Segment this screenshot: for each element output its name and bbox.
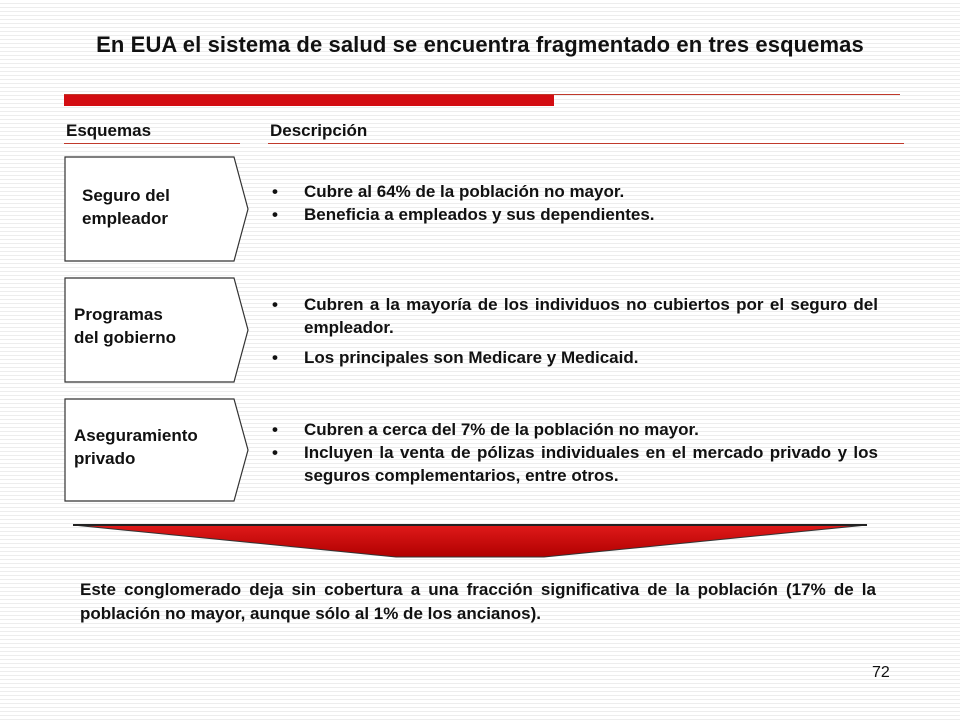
scheme-box-government [64,277,250,383]
slide-title: En EUA el sistema de salud se encuentra fragmentado en tres esquemas [96,32,864,57]
bullet-item: • Cubren a la mayoría de los individuos no cubiertos por el seguro del empleador. [272,295,878,337]
funnel-arrow-shape [72,522,868,560]
bullet-item: • Incluyen la venta de pólizas individuales en el mercado privado y los seguros complementarios, entre otros. [272,443,878,485]
column-underline-description [268,143,904,144]
scheme-box-employer [64,156,250,262]
scheme-label: Seguro del empleador [82,186,170,228]
bullet-item: • Cubren a cerca del 7% de la población no mayor. [272,420,699,439]
bullet-item: • Beneficia a empleados y sus dependientes. [272,205,655,224]
scheme-bullets-employer [272,180,878,226]
scheme-bullets-private [272,418,878,487]
scheme-label: Programas del gobierno [74,305,176,347]
column-header-schemes: Esquemas [66,121,152,140]
column-underline-schemes [64,143,240,144]
scheme-bullets-government [272,293,878,369]
bullet-item: • Cubre al 64% de la población no mayor. [272,182,625,201]
bullet-item: • Los principales son Medicare y Medicaid. [272,348,639,367]
page-number: 72 [872,664,890,681]
scheme-label: Aseguramiento privado [74,426,198,468]
header-accent-bar [64,95,554,106]
conclusion-text: Este conglomerado deja sin cobertura a una fracción significativa de la población (17% de la población no mayor, aunque sólo al 1% de los ancianos). [80,580,876,623]
scheme-box-private [64,398,250,504]
column-header-description: Descripción [270,121,368,140]
